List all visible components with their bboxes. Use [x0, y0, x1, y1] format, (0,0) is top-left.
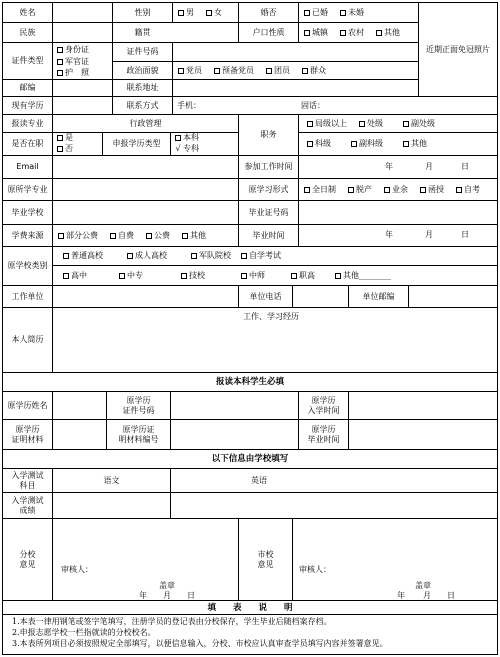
native-field[interactable] [173, 23, 238, 42]
orig-proof-no-label: 原学历证 明材料编号 [118, 424, 159, 444]
orig-name-label: 原学历姓名 [7, 400, 48, 410]
bureau-checkbox[interactable] [307, 121, 313, 127]
current-edu-field[interactable] [53, 97, 112, 114]
position-options-1: 局级以上 处级 副处级 [302, 115, 497, 132]
division-checkbox[interactable] [359, 121, 365, 127]
passport-checkbox[interactable] [57, 70, 63, 76]
photo-label: 近期正面免冠照片 [426, 44, 490, 54]
adult-univ-checkbox[interactable] [127, 253, 133, 259]
unit-phone-label: 单位电话 [249, 291, 282, 301]
resume-label: 本人简历 [11, 335, 44, 344]
orig-name-field[interactable] [53, 392, 106, 419]
orig-grad-field[interactable] [349, 420, 497, 449]
school-type-label: 原学校类别 [7, 261, 48, 270]
vice-section-checkbox[interactable] [351, 141, 357, 147]
high-school-checkbox[interactable] [63, 273, 69, 279]
fulltime-checkbox[interactable] [304, 187, 310, 193]
on-duty-label: 是否在职 [11, 139, 44, 148]
vice-division-checkbox[interactable] [403, 121, 409, 127]
cert-no-field[interactable] [173, 43, 418, 61]
public-checkbox[interactable] [146, 233, 152, 239]
join-work-time-field[interactable]: 年 月 日 [385, 162, 469, 171]
general-univ-checkbox[interactable] [63, 253, 69, 259]
gender-label: 性别 [134, 7, 151, 17]
league-checkbox[interactable] [266, 68, 272, 74]
branch-reviewer: 审核人： [61, 565, 93, 574]
unmarried-checkbox[interactable] [340, 10, 346, 16]
self-exam-checkbox[interactable] [241, 253, 247, 259]
normal-school-checkbox[interactable] [241, 273, 247, 279]
notes-title: 填 表 说 明 [207, 602, 293, 613]
address-label: 联系地址 [126, 83, 159, 92]
school-type-options-1: 普通高校 成人高校 军队院校 自学考试 [58, 247, 498, 265]
cert-type-options: 身份证 军官证 护 照 [55, 44, 112, 79]
cert-type-label: 证件类型 [11, 56, 44, 65]
tech-secondary-checkbox[interactable] [119, 273, 125, 279]
city-stamp: 盖章 [415, 581, 431, 590]
current-edu-label: 现有学历 [11, 100, 44, 110]
politics-options: 党员 预备党员 团员 群众 [173, 62, 418, 79]
note-item: 3.本表所列项目必须按照规定全部填写，以便信息输入，分校、市校应认真审查学员填写内容并签署意见。 [12, 639, 388, 648]
english-subject: 英语 [251, 475, 267, 485]
employer-field[interactable] [53, 286, 238, 307]
undergrad-title: 报读本科学生必填 [215, 377, 284, 387]
ethnic-label: 民族 [19, 27, 36, 37]
gender-options: 男 女 [173, 3, 238, 22]
registration-form [2, 2, 498, 655]
border-right [497, 2, 498, 655]
hukou-options: 城镇 农村 其他 [299, 23, 418, 42]
military-checkbox[interactable] [57, 59, 63, 65]
rural-checkbox[interactable] [340, 30, 346, 36]
politics-label: 政治面貌 [126, 65, 159, 75]
notes-list [12, 616, 496, 653]
rule [172, 96, 173, 114]
email-field[interactable] [53, 156, 238, 178]
school-type-options-2: 高中 中专 技校 中师 职高 其他________ [58, 266, 498, 285]
orig-entry-field[interactable] [349, 392, 497, 419]
self-pay-checkbox[interactable] [110, 233, 116, 239]
name-label: 姓名 [19, 7, 36, 17]
spare-checkbox[interactable] [384, 187, 390, 193]
city-reviewer: 审核人： [299, 565, 331, 574]
address-field[interactable] [173, 80, 418, 96]
branch-stamp: 盖章 [159, 581, 175, 590]
self-study-checkbox[interactable] [456, 187, 462, 193]
english-score-field[interactable] [171, 493, 497, 518]
orig-major-label: 原所学专业 [7, 184, 48, 194]
position-label: 职务 [260, 130, 277, 139]
grad-school-label: 毕业学校 [11, 207, 44, 217]
vocational-checkbox[interactable] [291, 273, 297, 279]
grad-cert-no-label: 毕业证号码 [248, 207, 289, 217]
hukou-other-checkbox[interactable] [376, 30, 382, 36]
orig-form-options: 全日制 脱产 业余 函授 自考 [299, 179, 497, 200]
rule [170, 132, 171, 155]
chinese-score-field[interactable] [53, 493, 170, 518]
employer-label: 工作单位 [11, 291, 44, 301]
cert-no-label: 证件号码 [126, 47, 159, 56]
idcard-checkbox[interactable] [57, 47, 63, 53]
email-label: Email [16, 162, 39, 171]
military-school-checkbox[interactable] [191, 253, 197, 259]
branch-opinion-field[interactable]: 审核人： 盖章 年 月 日 [61, 565, 195, 600]
female-checkbox[interactable] [206, 10, 212, 16]
fee-other-checkbox[interactable] [182, 233, 188, 239]
orig-proof-no-field[interactable] [171, 420, 298, 449]
school-type-other-checkbox[interactable] [335, 273, 341, 279]
branch-opinion-label: 分校 意见 [19, 549, 36, 569]
note-item: 2.申报志愿学校一栏指就读的分校校名。 [12, 628, 156, 637]
postcode-field[interactable] [53, 80, 112, 96]
position-options-2: 科级 副科级 其他 [302, 133, 497, 155]
marital-label: 婚否 [260, 7, 277, 17]
border-bottom [2, 654, 498, 655]
note-item: 1.本表一律用钢笔或签字笔填写，注册学员的登记表由分校保存，学生毕业后随档案存档。 [12, 617, 332, 626]
name-field[interactable] [53, 3, 112, 22]
native-label: 籍贯 [134, 27, 151, 37]
mobile-label[interactable]: 手机： [177, 100, 201, 110]
unit-postcode-label: 单位邮编 [362, 291, 395, 301]
orig-major-field[interactable] [53, 179, 238, 200]
orig-proof-label: 原学历 证明材料 [11, 424, 44, 444]
position-other-checkbox[interactable] [403, 141, 409, 147]
grad-time-field[interactable]: 年 月 日 [385, 230, 469, 239]
resume-field[interactable] [53, 308, 497, 372]
orig-cert-no-label: 原学历 证件号码 [122, 395, 155, 415]
correspondence-checkbox[interactable] [420, 187, 426, 193]
candidate-checkbox[interactable] [214, 68, 220, 74]
city-opinion-field[interactable]: 审核人： 盖章 年 月 日 [299, 565, 455, 600]
unit-postcode-field[interactable] [409, 286, 497, 307]
city-opinion-label: 市校 意见 [257, 549, 274, 569]
offjob-checkbox[interactable] [348, 187, 354, 193]
fixed-phone-label[interactable]: 固话： [301, 100, 325, 110]
school-fill-title: 以下信息由学校填写 [211, 454, 289, 464]
section-checkbox[interactable] [307, 141, 313, 147]
join-work-time-label: 参加工作时间 [244, 162, 293, 171]
grad-school-field[interactable] [53, 201, 238, 224]
on-duty-yes-checkbox[interactable] [57, 135, 63, 141]
town-checkbox[interactable] [304, 30, 310, 36]
tech-school-checkbox[interactable] [181, 273, 187, 279]
on-duty-no-checkbox[interactable] [57, 146, 63, 152]
on-duty-options: 是 否 [55, 133, 102, 155]
fee-source-options: 部分公费 自费 公费 其他 [53, 225, 238, 246]
partial-public-checkbox[interactable] [58, 233, 64, 239]
test-score-label: 入学测试 成绩 [11, 495, 44, 515]
male-checkbox[interactable] [178, 10, 184, 16]
orig-proof-field[interactable] [53, 420, 106, 449]
apply-edu-type-options: 本科 √ 专科 [173, 133, 238, 155]
married-checkbox[interactable] [304, 10, 310, 16]
ethnic-field[interactable] [53, 23, 112, 42]
hukou-label: 户口性质 [252, 27, 285, 37]
junior-check-mark[interactable]: √ [175, 143, 181, 153]
contact-label: 联系方式 [126, 100, 159, 110]
grad-time-label: 毕业时间 [252, 230, 285, 240]
orig-cert-no-field[interactable] [171, 392, 298, 419]
bachelor-checkbox[interactable] [175, 135, 181, 141]
rule [298, 114, 299, 155]
rule [2, 614, 498, 615]
fee-source-label: 学费来源 [11, 230, 44, 240]
resume-header: 工作、学习经历 [243, 312, 299, 321]
orig-grad-label: 原学历 毕业时间 [307, 424, 340, 444]
orig-form-label: 原学习形式 [248, 184, 289, 194]
marital-options: 已婚 未婚 [299, 3, 418, 22]
masses-checkbox[interactable] [302, 68, 308, 74]
party-checkbox[interactable] [178, 68, 184, 74]
chinese-subject: 语文 [103, 475, 120, 485]
apply-major-label: 报读专业 [11, 118, 44, 128]
apply-major-value[interactable]: 行政管理 [129, 118, 162, 128]
postcode-label: 邮编 [19, 83, 36, 92]
apply-edu-type-label: 申报学历类型 [112, 139, 161, 148]
orig-entry-label: 原学历 入学时间 [307, 395, 340, 415]
test-subject-label: 入学测试 科目 [11, 470, 44, 490]
photo-box[interactable] [419, 3, 497, 96]
grad-cert-no-field[interactable] [299, 201, 497, 224]
unit-phone-field[interactable] [293, 286, 348, 307]
